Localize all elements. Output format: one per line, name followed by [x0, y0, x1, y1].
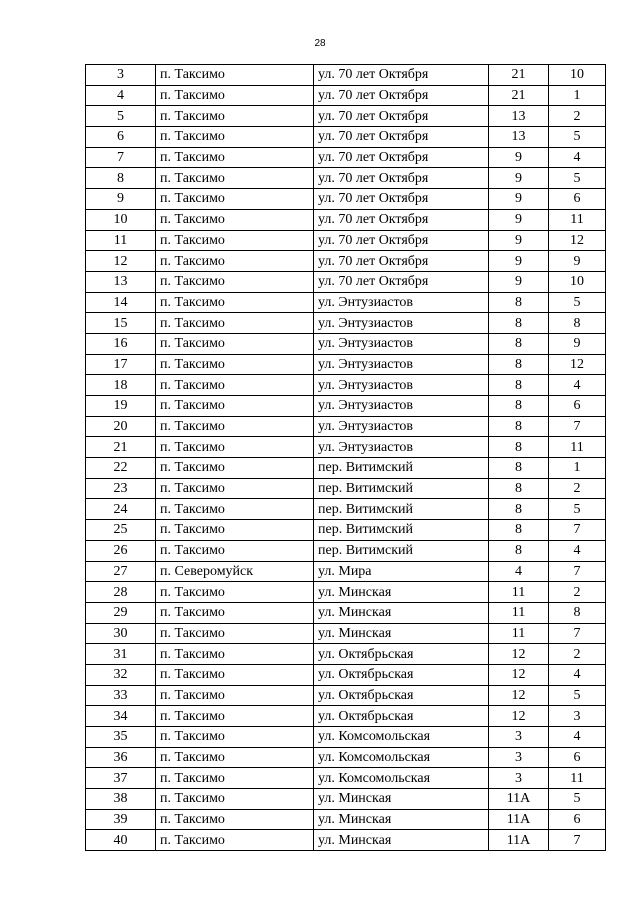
row-number-cell: 28 — [86, 582, 156, 603]
street-cell: ул. Мира — [314, 561, 489, 582]
table-row — [86, 65, 606, 86]
apartment-number-cell: 7 — [549, 623, 606, 644]
settlement-cell: п. Таксимо — [156, 685, 314, 706]
table-row — [86, 830, 606, 851]
settlement-cell: п. Таксимо — [156, 168, 314, 189]
house-number-cell: 8 — [489, 437, 549, 458]
apartment-number-cell: 5 — [549, 499, 606, 520]
row-number-cell: 17 — [86, 354, 156, 375]
house-number-cell: 21 — [489, 65, 549, 86]
house-number-cell: 8 — [489, 396, 549, 417]
table-row — [86, 375, 606, 396]
street-cell: ул. Энтузиастов — [314, 354, 489, 375]
table-row — [86, 85, 606, 106]
table-row — [86, 478, 606, 499]
street-cell: ул. Октябрьская — [314, 706, 489, 727]
table-row — [86, 333, 606, 354]
apartment-number-cell: 4 — [549, 727, 606, 748]
apartment-number-cell: 11 — [549, 209, 606, 230]
settlement-cell: п. Таксимо — [156, 209, 314, 230]
table-row — [86, 520, 606, 541]
address-table-body — [86, 65, 606, 851]
settlement-cell: п. Таксимо — [156, 251, 314, 272]
settlement-cell: п. Таксимо — [156, 789, 314, 810]
house-number-cell: 9 — [489, 230, 549, 251]
table-row — [86, 230, 606, 251]
house-number-cell: 11 — [489, 602, 549, 623]
street-cell: ул. 70 лет Октября — [314, 147, 489, 168]
apartment-number-cell: 4 — [549, 540, 606, 561]
row-number-cell: 21 — [86, 437, 156, 458]
table-row — [86, 768, 606, 789]
row-number-cell: 23 — [86, 478, 156, 499]
row-number-cell: 34 — [86, 706, 156, 727]
row-number-cell: 32 — [86, 664, 156, 685]
street-cell: ул. 70 лет Октября — [314, 85, 489, 106]
apartment-number-cell: 8 — [549, 602, 606, 623]
street-cell: ул. Комсомольская — [314, 747, 489, 768]
row-number-cell: 20 — [86, 416, 156, 437]
house-number-cell: 4 — [489, 561, 549, 582]
street-cell: пер. Витимский — [314, 458, 489, 479]
settlement-cell: п. Таксимо — [156, 540, 314, 561]
house-number-cell: 8 — [489, 292, 549, 313]
settlement-cell: п. Северомуйск — [156, 561, 314, 582]
settlement-cell: п. Таксимо — [156, 65, 314, 86]
row-number-cell: 11 — [86, 230, 156, 251]
house-number-cell: 3 — [489, 747, 549, 768]
house-number-cell: 8 — [489, 458, 549, 479]
street-cell: пер. Витимский — [314, 540, 489, 561]
apartment-number-cell: 12 — [549, 230, 606, 251]
row-number-cell: 36 — [86, 747, 156, 768]
apartment-number-cell: 1 — [549, 85, 606, 106]
settlement-cell: п. Таксимо — [156, 396, 314, 417]
street-cell: ул. 70 лет Октября — [314, 65, 489, 86]
table-row — [86, 147, 606, 168]
street-cell: ул. 70 лет Октября — [314, 230, 489, 251]
street-cell: ул. 70 лет Октября — [314, 251, 489, 272]
apartment-number-cell: 2 — [549, 644, 606, 665]
row-number-cell: 6 — [86, 127, 156, 148]
apartment-number-cell: 8 — [549, 313, 606, 334]
street-cell: пер. Витимский — [314, 499, 489, 520]
house-number-cell: 8 — [489, 540, 549, 561]
row-number-cell: 12 — [86, 251, 156, 272]
table-row — [86, 209, 606, 230]
row-number-cell: 4 — [86, 85, 156, 106]
street-cell: ул. Энтузиастов — [314, 313, 489, 334]
settlement-cell: п. Таксимо — [156, 313, 314, 334]
settlement-cell: п. Таксимо — [156, 478, 314, 499]
house-number-cell: 8 — [489, 520, 549, 541]
settlement-cell: п. Таксимо — [156, 727, 314, 748]
apartment-number-cell: 2 — [549, 106, 606, 127]
house-number-cell: 9 — [489, 147, 549, 168]
row-number-cell: 16 — [86, 333, 156, 354]
apartment-number-cell: 9 — [549, 333, 606, 354]
settlement-cell: п. Таксимо — [156, 830, 314, 851]
row-number-cell: 39 — [86, 809, 156, 830]
house-number-cell: 12 — [489, 644, 549, 665]
settlement-cell: п. Таксимо — [156, 416, 314, 437]
street-cell: ул. Октябрьская — [314, 664, 489, 685]
table-row — [86, 706, 606, 727]
table-row — [86, 168, 606, 189]
table-row — [86, 106, 606, 127]
table-row — [86, 127, 606, 148]
row-number-cell: 3 — [86, 65, 156, 86]
table-row — [86, 727, 606, 748]
street-cell: ул. Энтузиастов — [314, 437, 489, 458]
table-row — [86, 437, 606, 458]
apartment-number-cell: 9 — [549, 251, 606, 272]
settlement-cell: п. Таксимо — [156, 85, 314, 106]
apartment-number-cell: 5 — [549, 292, 606, 313]
settlement-cell: п. Таксимо — [156, 189, 314, 210]
house-number-cell: 9 — [489, 189, 549, 210]
house-number-cell: 9 — [489, 271, 549, 292]
address-table — [85, 64, 606, 851]
house-number-cell: 8 — [489, 313, 549, 334]
row-number-cell: 25 — [86, 520, 156, 541]
street-cell: ул. Энтузиастов — [314, 292, 489, 313]
row-number-cell: 10 — [86, 209, 156, 230]
apartment-number-cell: 4 — [549, 147, 606, 168]
apartment-number-cell: 6 — [549, 396, 606, 417]
street-cell: ул. Минская — [314, 582, 489, 603]
street-cell: ул. Энтузиастов — [314, 375, 489, 396]
row-number-cell: 19 — [86, 396, 156, 417]
settlement-cell: п. Таксимо — [156, 602, 314, 623]
house-number-cell: 13 — [489, 127, 549, 148]
apartment-number-cell: 4 — [549, 664, 606, 685]
table-row — [86, 685, 606, 706]
settlement-cell: п. Таксимо — [156, 230, 314, 251]
house-number-cell: 11 — [489, 623, 549, 644]
street-cell: ул. Комсомольская — [314, 768, 489, 789]
street-cell: ул. Минская — [314, 809, 489, 830]
apartment-number-cell: 12 — [549, 354, 606, 375]
house-number-cell: 13 — [489, 106, 549, 127]
apartment-number-cell: 6 — [549, 809, 606, 830]
apartment-number-cell: 5 — [549, 789, 606, 810]
apartment-number-cell: 10 — [549, 271, 606, 292]
street-cell: ул. Энтузиастов — [314, 416, 489, 437]
house-number-cell: 8 — [489, 478, 549, 499]
settlement-cell: п. Таксимо — [156, 499, 314, 520]
street-cell: ул. Октябрьская — [314, 644, 489, 665]
settlement-cell: п. Таксимо — [156, 106, 314, 127]
row-number-cell: 5 — [86, 106, 156, 127]
settlement-cell: п. Таксимо — [156, 271, 314, 292]
row-number-cell: 9 — [86, 189, 156, 210]
house-number-cell: 8 — [489, 499, 549, 520]
settlement-cell: п. Таксимо — [156, 127, 314, 148]
table-row — [86, 354, 606, 375]
table-row — [86, 189, 606, 210]
street-cell: ул. Минская — [314, 602, 489, 623]
house-number-cell: 11А — [489, 789, 549, 810]
table-row — [86, 251, 606, 272]
apartment-number-cell: 3 — [549, 706, 606, 727]
settlement-cell: п. Таксимо — [156, 644, 314, 665]
table-row — [86, 313, 606, 334]
settlement-cell: п. Таксимо — [156, 333, 314, 354]
apartment-number-cell: 10 — [549, 65, 606, 86]
settlement-cell: п. Таксимо — [156, 147, 314, 168]
street-cell: пер. Витимский — [314, 478, 489, 499]
settlement-cell: п. Таксимо — [156, 520, 314, 541]
settlement-cell: п. Таксимо — [156, 375, 314, 396]
table-row — [86, 644, 606, 665]
row-number-cell: 33 — [86, 685, 156, 706]
house-number-cell: 8 — [489, 416, 549, 437]
house-number-cell: 8 — [489, 354, 549, 375]
apartment-number-cell: 5 — [549, 127, 606, 148]
table-row — [86, 396, 606, 417]
row-number-cell: 35 — [86, 727, 156, 748]
row-number-cell: 22 — [86, 458, 156, 479]
table-row — [86, 561, 606, 582]
apartment-number-cell: 11 — [549, 437, 606, 458]
apartment-number-cell: 7 — [549, 830, 606, 851]
table-row — [86, 747, 606, 768]
house-number-cell: 8 — [489, 333, 549, 354]
street-cell: ул. 70 лет Октября — [314, 271, 489, 292]
row-number-cell: 15 — [86, 313, 156, 334]
street-cell: ул. 70 лет Октября — [314, 189, 489, 210]
row-number-cell: 7 — [86, 147, 156, 168]
apartment-number-cell: 5 — [549, 168, 606, 189]
house-number-cell: 3 — [489, 727, 549, 748]
row-number-cell: 13 — [86, 271, 156, 292]
settlement-cell: п. Таксимо — [156, 354, 314, 375]
house-number-cell: 12 — [489, 664, 549, 685]
row-number-cell: 8 — [86, 168, 156, 189]
table-row — [86, 540, 606, 561]
street-cell: ул. 70 лет Октября — [314, 209, 489, 230]
house-number-cell: 21 — [489, 85, 549, 106]
row-number-cell: 30 — [86, 623, 156, 644]
settlement-cell: п. Таксимо — [156, 458, 314, 479]
street-cell: пер. Витимский — [314, 520, 489, 541]
settlement-cell: п. Таксимо — [156, 706, 314, 727]
table-row — [86, 499, 606, 520]
apartment-number-cell: 5 — [549, 685, 606, 706]
street-cell: ул. Комсомольская — [314, 727, 489, 748]
street-cell: ул. 70 лет Октября — [314, 168, 489, 189]
settlement-cell: п. Таксимо — [156, 809, 314, 830]
table-row — [86, 602, 606, 623]
house-number-cell: 12 — [489, 706, 549, 727]
apartment-number-cell: 7 — [549, 520, 606, 541]
house-number-cell: 9 — [489, 209, 549, 230]
table-row — [86, 623, 606, 644]
apartment-number-cell: 4 — [549, 375, 606, 396]
row-number-cell: 18 — [86, 375, 156, 396]
street-cell: ул. Минская — [314, 830, 489, 851]
street-cell: ул. Энтузиастов — [314, 396, 489, 417]
street-cell: ул. Энтузиастов — [314, 333, 489, 354]
apartment-number-cell: 2 — [549, 582, 606, 603]
row-number-cell: 37 — [86, 768, 156, 789]
street-cell: ул. Минская — [314, 789, 489, 810]
row-number-cell: 14 — [86, 292, 156, 313]
row-number-cell: 26 — [86, 540, 156, 561]
house-number-cell: 8 — [489, 375, 549, 396]
apartment-number-cell: 11 — [549, 768, 606, 789]
house-number-cell: 9 — [489, 168, 549, 189]
row-number-cell: 24 — [86, 499, 156, 520]
table-row — [86, 789, 606, 810]
apartment-number-cell: 7 — [549, 416, 606, 437]
settlement-cell: п. Таксимо — [156, 747, 314, 768]
settlement-cell: п. Таксимо — [156, 623, 314, 644]
page-number: 28 — [314, 38, 326, 49]
row-number-cell: 40 — [86, 830, 156, 851]
settlement-cell: п. Таксимо — [156, 768, 314, 789]
table-row — [86, 416, 606, 437]
house-number-cell: 12 — [489, 685, 549, 706]
row-number-cell: 38 — [86, 789, 156, 810]
street-cell: ул. Минская — [314, 623, 489, 644]
settlement-cell: п. Таксимо — [156, 292, 314, 313]
table-row — [86, 271, 606, 292]
apartment-number-cell: 1 — [549, 458, 606, 479]
settlement-cell: п. Таксимо — [156, 664, 314, 685]
house-number-cell: 11А — [489, 809, 549, 830]
house-number-cell: 9 — [489, 251, 549, 272]
row-number-cell: 31 — [86, 644, 156, 665]
settlement-cell: п. Таксимо — [156, 582, 314, 603]
table-row — [86, 458, 606, 479]
table-row — [86, 664, 606, 685]
street-cell: ул. Октябрьская — [314, 685, 489, 706]
apartment-number-cell: 2 — [549, 478, 606, 499]
apartment-number-cell: 6 — [549, 747, 606, 768]
house-number-cell: 3 — [489, 768, 549, 789]
row-number-cell: 27 — [86, 561, 156, 582]
row-number-cell: 29 — [86, 602, 156, 623]
table-row — [86, 292, 606, 313]
house-number-cell: 11 — [489, 582, 549, 603]
table-row — [86, 809, 606, 830]
apartment-number-cell: 7 — [549, 561, 606, 582]
house-number-cell: 11А — [489, 830, 549, 851]
street-cell: ул. 70 лет Октября — [314, 106, 489, 127]
apartment-number-cell: 6 — [549, 189, 606, 210]
street-cell: ул. 70 лет Октября — [314, 127, 489, 148]
settlement-cell: п. Таксимо — [156, 437, 314, 458]
table-row — [86, 582, 606, 603]
